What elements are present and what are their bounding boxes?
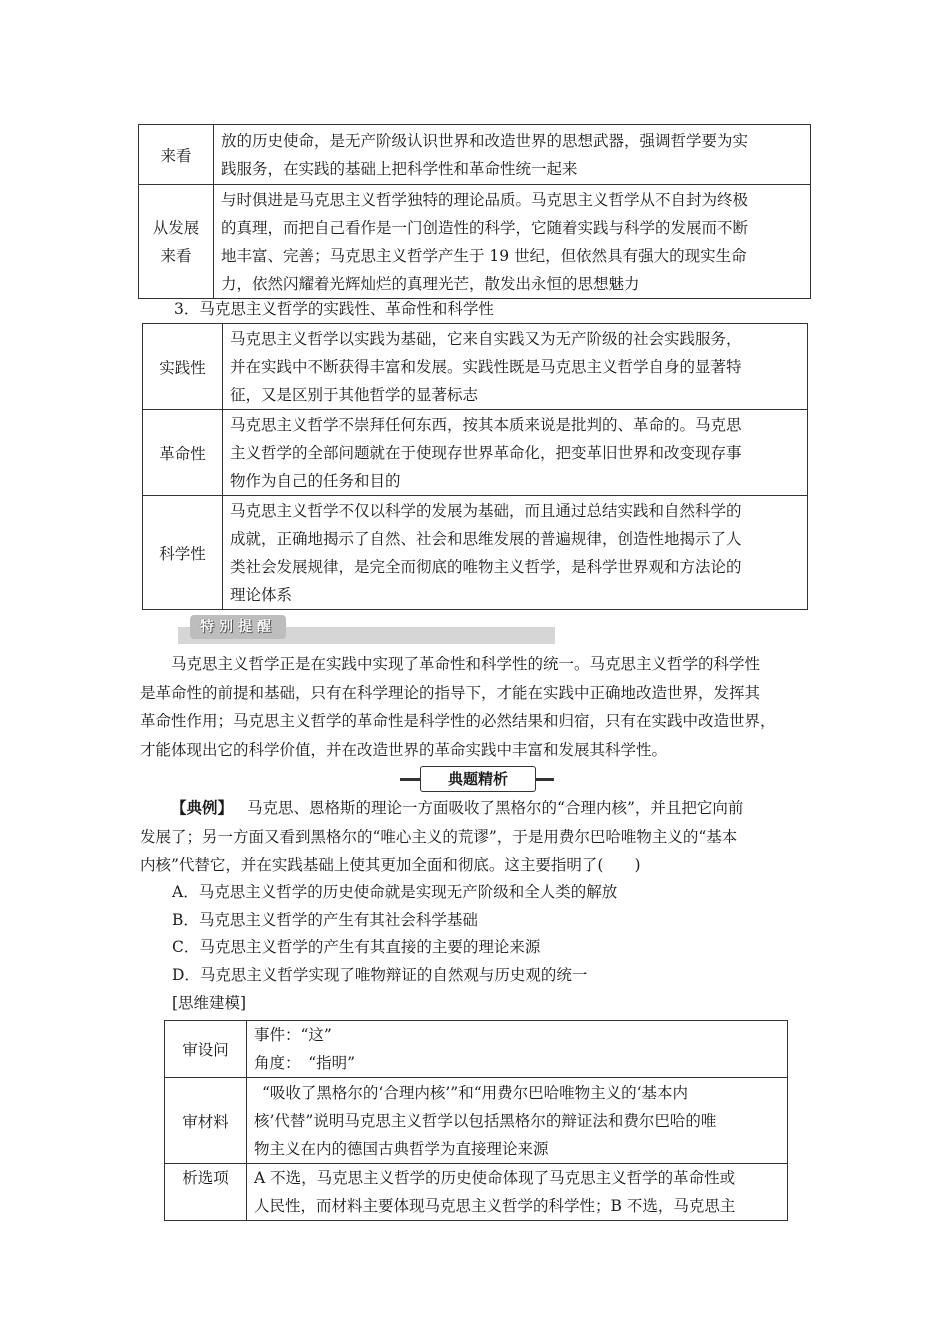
- table-row: [143, 410, 808, 496]
- paragraph-line: 发展了；另一方面又看到黑格尔的“唯心主义的荒谬”，于是用费尔巴哈唯物主义的“基本: [140, 827, 738, 846]
- paragraph-line: 是革命性的前提和基础，只有在科学理论的指导下，才能在实践中正确地改造世界，发挥其: [140, 683, 761, 702]
- content-line: 的真理，而把自己看作是一门创造性的科学，它随着实践与科学的发展而不断: [221, 218, 749, 237]
- row-content: [214, 125, 811, 185]
- row-content: [247, 1164, 788, 1221]
- content-line: 践服务，在实践的基础上把科学性和革命性统一起来: [221, 159, 578, 178]
- content-line: 与时俱进是马克思主义哲学独特的理论品质。马克思主义哲学从不自封为终极: [221, 190, 749, 209]
- content-line: 人民性，而材料主要体现马克思主义哲学的科学性；B 不选，马克思主: [254, 1197, 736, 1215]
- content-line: 放的历史使命，是无产阶级认识世界和改造世界的思想武器，强调哲学要为实: [221, 131, 749, 150]
- label-line: 来看: [160, 246, 192, 265]
- content-line: 角度： “指明”: [254, 1054, 356, 1072]
- paragraph-line: 内核”代替它，并在实践基础上使其更加全面和彻底。这主要指明了( ): [140, 856, 641, 874]
- content-line: 马克思主义哲学以实践为基础，它来自实践又为无产阶级的社会实践服务，: [230, 329, 742, 348]
- content-line: 并在实践中不断获得丰富和发展。实践性既是马克思主义哲学自身的显著特: [230, 357, 742, 376]
- table-characteristics: [142, 323, 808, 610]
- content-line: “吸收了黑格尔的‘合理内核’”和“用费尔巴哈唯物主义的‘基本内: [262, 1083, 689, 1102]
- content-line: 成就，正确地揭示了自然、社会和思维发展的普遍规律，创造性地揭示了人: [230, 529, 742, 548]
- row-content: [223, 410, 808, 496]
- row-content: [214, 185, 811, 299]
- row-label: 审设问: [165, 1021, 247, 1078]
- content-line: A 不选，马克思主义哲学的历史使命体现了马克思主义哲学的革命性或: [254, 1169, 736, 1187]
- table-row: [139, 185, 811, 299]
- table-row: [165, 1164, 788, 1221]
- row-label: 析选项: [165, 1164, 247, 1221]
- content-line: 力，依然闪耀着光辉灿烂的真理光芒，散发出永恒的思想魅力: [221, 274, 640, 293]
- option-c: C．马克思主义哲学的产生有其直接的主要的理论来源: [172, 938, 541, 956]
- table-row: [165, 1021, 788, 1078]
- content-line: 类社会发展规律，是完全而彻底的唯物主义哲学，是科学世界观和方法论的: [230, 557, 742, 576]
- row-label: 实践性: [143, 324, 223, 410]
- content-line: 事件：“这”: [254, 1026, 332, 1044]
- content-line: 物作为自己的任务和目的: [230, 471, 401, 490]
- answer-options: [172, 879, 617, 989]
- row-label: 革命性: [143, 410, 223, 496]
- label-line: 从发展: [152, 218, 200, 237]
- example-banner: [400, 766, 554, 792]
- option-b: B．马克思主义哲学的产生有其社会科学基础: [172, 910, 478, 929]
- section-heading: 3．马克思主义哲学的实践性、革命性和科学性: [174, 300, 494, 318]
- table-row: [165, 1078, 788, 1164]
- question-text: 马克思、恩格斯的理论一方面吸收了黑格尔的“合理内核”，并且把它向前: [247, 799, 744, 817]
- special-note-tag: 特别提醒: [190, 615, 286, 639]
- content-line: 征，又是区别于其他哲学的显著标志: [230, 385, 479, 404]
- paragraph-line: 才能体现出它的科学价值，并在改造世界的革命实践中丰富和发展其科学性。: [140, 740, 668, 759]
- content-line: 马克思主义哲学不仅以科学的发展为基础，而且通过总结实践和自然科学的: [230, 501, 742, 520]
- row-content: [223, 496, 808, 610]
- example-tag: 【典例】: [171, 798, 234, 817]
- content-line: 核’代替”说明马克思主义哲学以包括黑格尔的辩证法和费尔巴哈的唯: [254, 1111, 717, 1130]
- table-thinking-model: [164, 1020, 788, 1221]
- example-question: [140, 794, 814, 880]
- paragraph-line: 革命性作用；马克思主义哲学的革命性是科学性的必然结果和归宿，只有在实践中改造世界，: [140, 712, 776, 730]
- content-line: 主义哲学的全部问题就在于使现存世界革命化，把变革旧世界和改变现存事: [230, 443, 742, 462]
- option-d: D．马克思主义哲学实现了唯物辩证的自然观与历史观的统一: [172, 965, 588, 984]
- special-note-paragraph: [140, 650, 814, 764]
- table-perspectives: [138, 124, 811, 299]
- content-line: 物主义在内的德国古典哲学为直接理论来源: [254, 1139, 549, 1158]
- table-row: [143, 496, 808, 610]
- paragraph-line: 马克思主义哲学正是在实践中实现了革命性和科学性的统一。马克思主义哲学的科学性: [171, 655, 761, 673]
- content-line: 理论体系: [230, 585, 293, 604]
- row-label: 科学性: [143, 496, 223, 610]
- row-content: [247, 1021, 788, 1078]
- paragraph-line: [140, 794, 814, 823]
- row-label: 审材料: [165, 1078, 247, 1164]
- row-content: [223, 324, 808, 410]
- content-line: 马克思主义哲学不崇拜任何东西，按其本质来说是批判的、革命的。马克思: [230, 415, 742, 434]
- row-label: [139, 185, 214, 299]
- example-banner-label: 典题精析: [420, 766, 536, 792]
- row-label: 来看: [139, 125, 214, 185]
- content-line: 地丰富、完善；马克思主义哲学产生于 19 世纪，但依然具有强大的现实生命: [221, 246, 747, 265]
- row-content: [247, 1078, 788, 1164]
- table-row: [143, 324, 808, 410]
- thinking-model-title: [思维建模]: [172, 994, 247, 1012]
- option-a: A．马克思主义哲学的历史使命就是实现无产阶级和全人类的解放: [172, 883, 618, 901]
- table-row: [139, 125, 811, 185]
